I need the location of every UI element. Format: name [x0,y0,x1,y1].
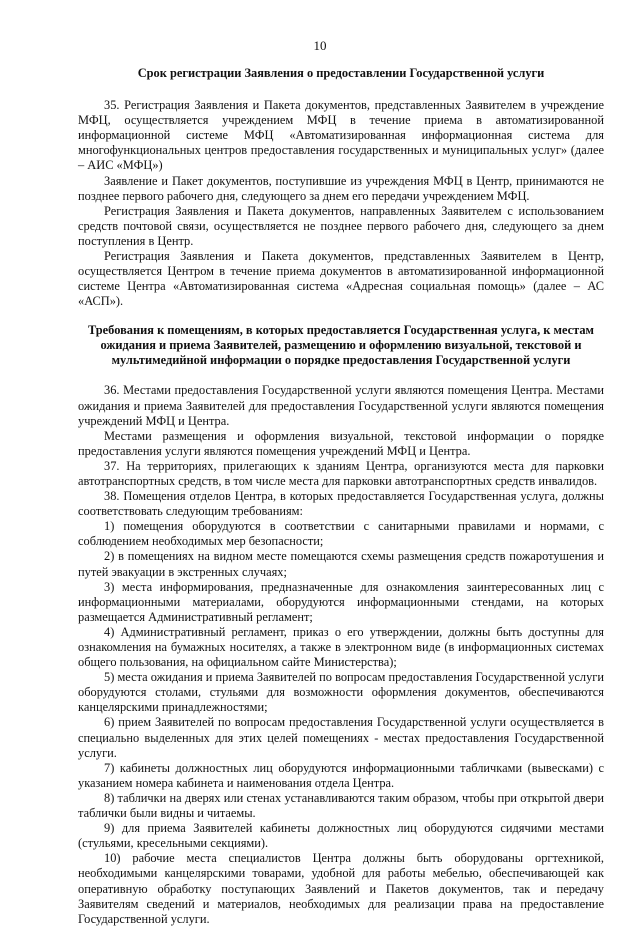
paragraph: Регистрация Заявления и Пакета документов, представленных Заявителем в Центр, осуществляется Центром в течение приема документов в автоматизированной информационной системе Центра «Автоматизированная система «Адресная социальная помощь» (далее – АС «АСП»). [78,249,604,309]
paragraph: Заявление и Пакет документов, поступившие из учреждения МФЦ в Центр, принимаются не позднее первого рабочего дня, следующего за днем его передачи учреждением МФЦ. [78,173,604,203]
section-heading-registration: Срок регистрации Заявления о предоставлении Государственной услуги [137,66,545,80]
list-item: 9) для приема Заявителей кабинеты должностных лиц оборудуются сидячими местами (стульями, кресельными секциями). [78,821,604,851]
paragraph: 37. На территориях, прилегающих к зданиям Центра, организуются места для парковки автотранспортных средств, в том числе места для парковки автотранспортных средств инвалидов. [78,458,604,488]
list-item: 3) места информирования, предназначенные для ознакомления заинтересованных лиц с информационными материалами, оборудуются информационными стендами, на которых размещается Административный регламент; [78,579,604,624]
section-heading-premises: Требования к помещениям, в которых предоставляется Государственная услуга, к местам ожидания и приема Заявителей, размещению и оформлению визуальной, текстовой и мультимедийной информации о порядке предоставления Государственной услуги [88,323,594,368]
list-item: 2) в помещениях на видном месте помещаются схемы размещения средств пожаротушения и путей эвакуации в экстренных случаях; [78,549,604,579]
paragraph: 36. Местами предоставления Государственной услуги являются помещения Центра. Местами ожидания и приема Заявителей для предоставления Государственной услуги являются помещения учреждений МФЦ и Центра. [78,383,604,428]
list-item: 5) места ожидания и приема Заявителей по вопросам предоставления Государственной услуги оборудуются столами, стульями для возможности оформления документов, обеспечиваются канцелярскими принадлежностями; [78,670,604,715]
list-item: 4) Административный регламент, приказ о его утверждении, должны быть доступны для ознакомления на бумажных носителях, а также в электронном виде (в информационных системах общего пользования, на официальном сайте Министерства); [78,624,604,670]
paragraph: 38. Помещения отделов Центра, в которых предоставляется Государственная услуга, должны соответствовать следующим требованиям: [78,489,604,519]
paragraph: 35. Регистрация Заявления и Пакета документов, представленных Заявителем в учреждение МФЦ, осуществляется учреждением МФЦ в течение приема в автоматизированной информационной системе МФЦ «Автоматизированная информационная система для многофункциональных центров предоставления государственных и муниципальных услуг» (далее – АИС «МФЦ») [78,98,604,173]
page-content [78,66,604,927]
list-item: 10) рабочие места специалистов Центра должны быть оборудованы оргтехникой, необходимыми канцелярскими товарами, удобной для работы мебелью, обеспечивающей как оперативную обработку поступающих Заявлений и Пакетов документов, так и передачу Заявителям сведений и материалов, необходимых для реализации права на предоставление Государственной услуги. [78,851,604,926]
list-item: 8) таблички на дверях или стенах устанавливаются таким образом, чтобы при открытой двери таблички были видны и читаемы. [78,790,604,821]
list-item: 7) кабинеты должностных лиц оборудуются информационными табличками (вывесками) с указанием номера кабинета и наименования отдела Центра. [78,760,604,790]
list-item: 6) прием Заявителей по вопросам предоставления Государственной услуги осуществляется в специально выделенных для этих целей помещениях - местах предоставления Государственной услуги. [78,715,604,760]
paragraph: Регистрация Заявления и Пакета документов, направленных Заявителем с использованием средств почтовой связи, осуществляется не позднее первого рабочего дня, следующего за днем поступления в Центр. [78,203,604,248]
paragraph: Местами размещения и оформления визуальной, текстовой информации о порядке предоставления услуги являются помещения учреждений МФЦ и Центра. [78,428,604,458]
page-number: 10 [313,38,327,53]
list-item: 1) помещения оборудуются в соответствии с санитарными правилами и нормами, с соблюдением необходимых мер безопасности; [78,519,604,549]
